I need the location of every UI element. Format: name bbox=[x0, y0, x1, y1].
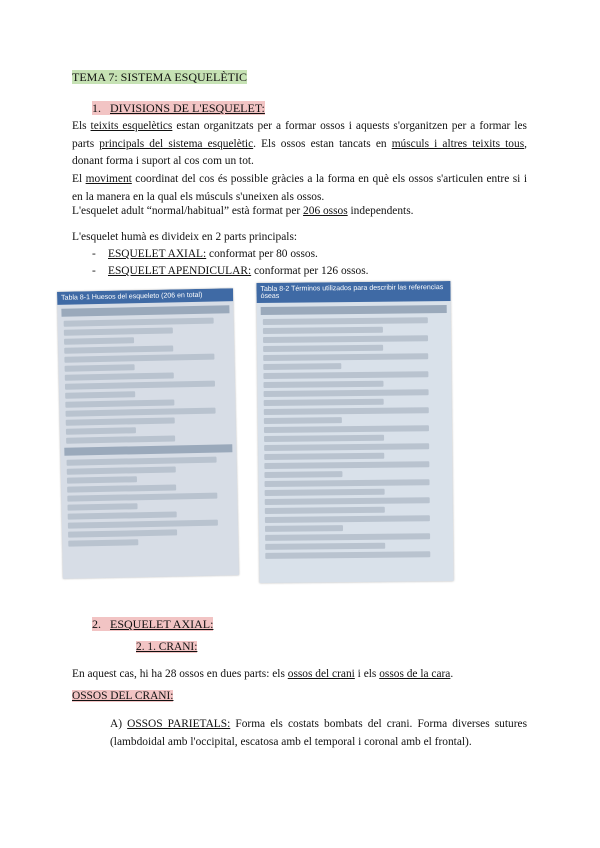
table-photo-bones bbox=[57, 288, 239, 579]
text: i els bbox=[354, 668, 380, 680]
underlined-text: OSSOS PARIETALS: bbox=[127, 718, 231, 730]
photo-row bbox=[64, 318, 214, 327]
section-2-heading-text bbox=[92, 617, 213, 631]
photo-row bbox=[67, 493, 217, 502]
list-item bbox=[92, 263, 369, 280]
photo-row bbox=[264, 453, 384, 460]
photo-row bbox=[265, 533, 430, 541]
underlined-text: principals del sistema esquelètic bbox=[99, 137, 254, 150]
photo-row bbox=[263, 327, 383, 334]
photo-row bbox=[65, 381, 215, 390]
photo-row bbox=[264, 417, 342, 424]
paragraph-moviment bbox=[72, 171, 527, 206]
photo-row bbox=[263, 353, 428, 361]
bullet-dash: - bbox=[92, 248, 96, 260]
subheading-text: OSSOS DEL CRANI: bbox=[72, 690, 174, 702]
photo-row bbox=[65, 391, 136, 398]
text: El bbox=[72, 173, 86, 185]
bullet-list bbox=[92, 246, 369, 280]
paragraph-206-ossos bbox=[72, 203, 527, 221]
title-text: TEMA 7: SISTEMA ESQUELÈTIC bbox=[72, 70, 248, 84]
photo-row bbox=[264, 425, 429, 433]
photo-row bbox=[66, 408, 216, 417]
underlined-text: ossos del crani bbox=[287, 668, 355, 680]
photo-row bbox=[263, 345, 383, 352]
paragraph-28-ossos bbox=[72, 666, 527, 684]
section-1-title: DIVISIONS DE L'ESQUELET: bbox=[110, 101, 265, 115]
underlined-text: moviment bbox=[85, 173, 132, 185]
photo-row bbox=[265, 489, 385, 496]
text: En aquest cas, hi ha 28 ossos en dues parts: els bbox=[72, 668, 288, 680]
photo-row bbox=[265, 515, 430, 523]
table-photo-header: Tabla 8-2 Términos utilizados para describir las referencias óseas bbox=[256, 281, 450, 303]
photo-row bbox=[265, 497, 430, 505]
photo-row bbox=[68, 529, 177, 537]
subsection-title: 2. 1. CRANI: bbox=[136, 641, 198, 653]
photo-row bbox=[68, 511, 177, 519]
subsection-heading bbox=[136, 641, 197, 653]
photo-row bbox=[264, 407, 429, 415]
photo-row bbox=[263, 363, 341, 370]
photo-row bbox=[64, 345, 173, 353]
text: independents. bbox=[347, 205, 414, 217]
bullet-label: ESQUELET AXIAL: bbox=[108, 248, 207, 260]
photo-row bbox=[264, 389, 429, 397]
text: A) bbox=[110, 718, 128, 730]
photo-section-bar bbox=[61, 305, 229, 317]
photo-section-bar bbox=[261, 305, 447, 315]
text: estan organitzats per a formar ossos i aquests s'organitzen per a formar les parts bbox=[72, 120, 527, 150]
photo-row bbox=[264, 399, 384, 406]
list-item bbox=[92, 246, 369, 263]
photo-row bbox=[263, 317, 428, 325]
photo-row bbox=[265, 543, 385, 550]
bullet-text: conformat per 126 ossos. bbox=[251, 265, 369, 277]
photo-row bbox=[265, 551, 430, 559]
section-1-number: 1. bbox=[92, 101, 101, 115]
text: , donant forma i suport al cos com un tot. bbox=[72, 137, 527, 167]
bullet-label: ESQUELET APENDICULAR: bbox=[108, 265, 252, 277]
photo-row bbox=[64, 354, 214, 363]
text: . Els ossos estan tancats en bbox=[253, 137, 392, 150]
photo-row bbox=[65, 372, 174, 380]
text: L'esquelet adult “normal/habitual” està format per bbox=[72, 205, 304, 217]
paragraph-parietals bbox=[110, 716, 527, 751]
underlined-text: músculs i altres teixits tous bbox=[391, 137, 525, 150]
paragraph-teixits bbox=[72, 118, 527, 171]
section-1-heading-text bbox=[92, 101, 265, 115]
subheading-ossos-crani bbox=[72, 690, 173, 702]
text: coordinat del cos és possible gràcies a la forma en què els ossos s'articulen entre si i en la manera en la qual els músculs s'uneixen als ossos. bbox=[72, 173, 527, 203]
photo-row bbox=[65, 399, 174, 407]
photo-row bbox=[68, 520, 218, 529]
photo-row bbox=[67, 503, 138, 510]
photo-row bbox=[264, 461, 429, 469]
photo-row bbox=[263, 371, 428, 379]
photo-row bbox=[264, 435, 384, 442]
photo-row bbox=[265, 507, 385, 514]
photo-row bbox=[264, 471, 342, 478]
section-2-number: 2. bbox=[92, 617, 101, 631]
photo-row bbox=[65, 364, 136, 371]
photo-row bbox=[263, 381, 383, 388]
photo-row bbox=[66, 427, 137, 434]
photo-row bbox=[67, 466, 176, 474]
photo-row bbox=[67, 457, 217, 466]
photo-row bbox=[64, 327, 173, 335]
photo-row bbox=[64, 337, 135, 344]
section-1-heading bbox=[92, 101, 265, 116]
text: Forma els costats bombats del crani. Forma diverses sutures (lambdoidal amb l'occipital, escatosa amb el temporal i coronal amb el frontal). bbox=[110, 718, 528, 748]
photo-row bbox=[265, 525, 343, 532]
table-photo-header: Tabla 8-1 Huesos del esqueleto (206 en total) bbox=[57, 288, 233, 305]
photo-row bbox=[66, 417, 175, 425]
bullet-dash: - bbox=[92, 265, 96, 277]
photo-row bbox=[264, 443, 429, 451]
paragraph-divisions: L'esquelet humà es divideix en 2 parts principals: bbox=[72, 231, 298, 243]
section-2-heading bbox=[92, 617, 213, 632]
photo-row bbox=[68, 539, 139, 546]
photo-row bbox=[265, 479, 430, 487]
table-photo-terms bbox=[256, 281, 453, 583]
photo-row bbox=[67, 484, 176, 492]
photo-row bbox=[263, 335, 428, 343]
underlined-text: ossos de la cara bbox=[379, 668, 451, 680]
section-2-title: ESQUELET AXIAL: bbox=[110, 617, 214, 631]
text: Els bbox=[72, 120, 91, 132]
underlined-text: teixits esquelètics bbox=[90, 120, 173, 132]
bullet-text: conformat per 80 ossos. bbox=[206, 248, 318, 260]
page-title bbox=[72, 70, 247, 85]
photo-row bbox=[67, 476, 138, 483]
photo-row bbox=[66, 435, 175, 443]
underlined-text: 206 ossos bbox=[303, 205, 348, 217]
photo-section-bar bbox=[64, 444, 232, 456]
text: . bbox=[450, 668, 454, 680]
